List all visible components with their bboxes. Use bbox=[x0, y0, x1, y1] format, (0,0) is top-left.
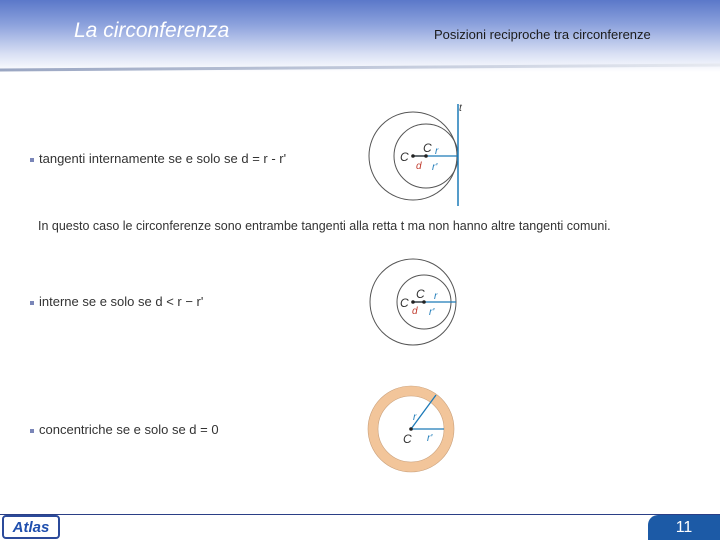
label-d: d bbox=[416, 161, 422, 172]
label-r-prime: r' bbox=[429, 307, 435, 318]
logo-text: Atlas bbox=[12, 518, 50, 536]
label-t: t bbox=[459, 103, 462, 114]
bullet-icon bbox=[30, 429, 34, 433]
bullet-icon bbox=[30, 301, 34, 305]
page-number-badge bbox=[648, 515, 720, 540]
bullet-concentric-text: concentriche se e solo se d = 0 bbox=[39, 422, 219, 437]
bullet-icon bbox=[30, 158, 34, 162]
bullet-tangent bbox=[30, 151, 286, 166]
page-title: La circonferenza bbox=[74, 19, 230, 42]
atlas-logo bbox=[2, 515, 60, 539]
label-r: r bbox=[434, 291, 438, 302]
internal-circles-figure bbox=[366, 256, 466, 350]
label-c-prime: C bbox=[423, 141, 432, 155]
label-c: C bbox=[400, 150, 409, 164]
page-subtitle: Posizioni reciproche tra circonferenze bbox=[434, 27, 651, 42]
label-d: d bbox=[412, 306, 418, 317]
label-r-prime: r' bbox=[427, 433, 433, 444]
label-r: r bbox=[435, 146, 439, 157]
note-text: In questo caso le circonferenze sono entrambe tangenti alla retta t ma non hanno altre tangenti comuni. bbox=[38, 219, 611, 233]
bullet-internal bbox=[30, 294, 203, 309]
bullet-concentric bbox=[30, 422, 219, 437]
label-r: r bbox=[413, 412, 417, 423]
bullet-tangent-text: tangenti internamente se e solo se d = r - r' bbox=[39, 151, 287, 166]
page-number: 11 bbox=[675, 518, 693, 536]
label-r-prime: r' bbox=[432, 162, 438, 173]
concentric-circles-figure bbox=[366, 382, 456, 476]
label-c: C bbox=[403, 432, 412, 446]
label-c: C bbox=[400, 296, 409, 310]
tangent-circles-figure bbox=[366, 100, 476, 208]
footer-divider bbox=[0, 514, 720, 515]
bullet-internal-text: interne se e solo se d < r − r' bbox=[39, 294, 204, 309]
label-c-prime: C bbox=[416, 287, 425, 301]
